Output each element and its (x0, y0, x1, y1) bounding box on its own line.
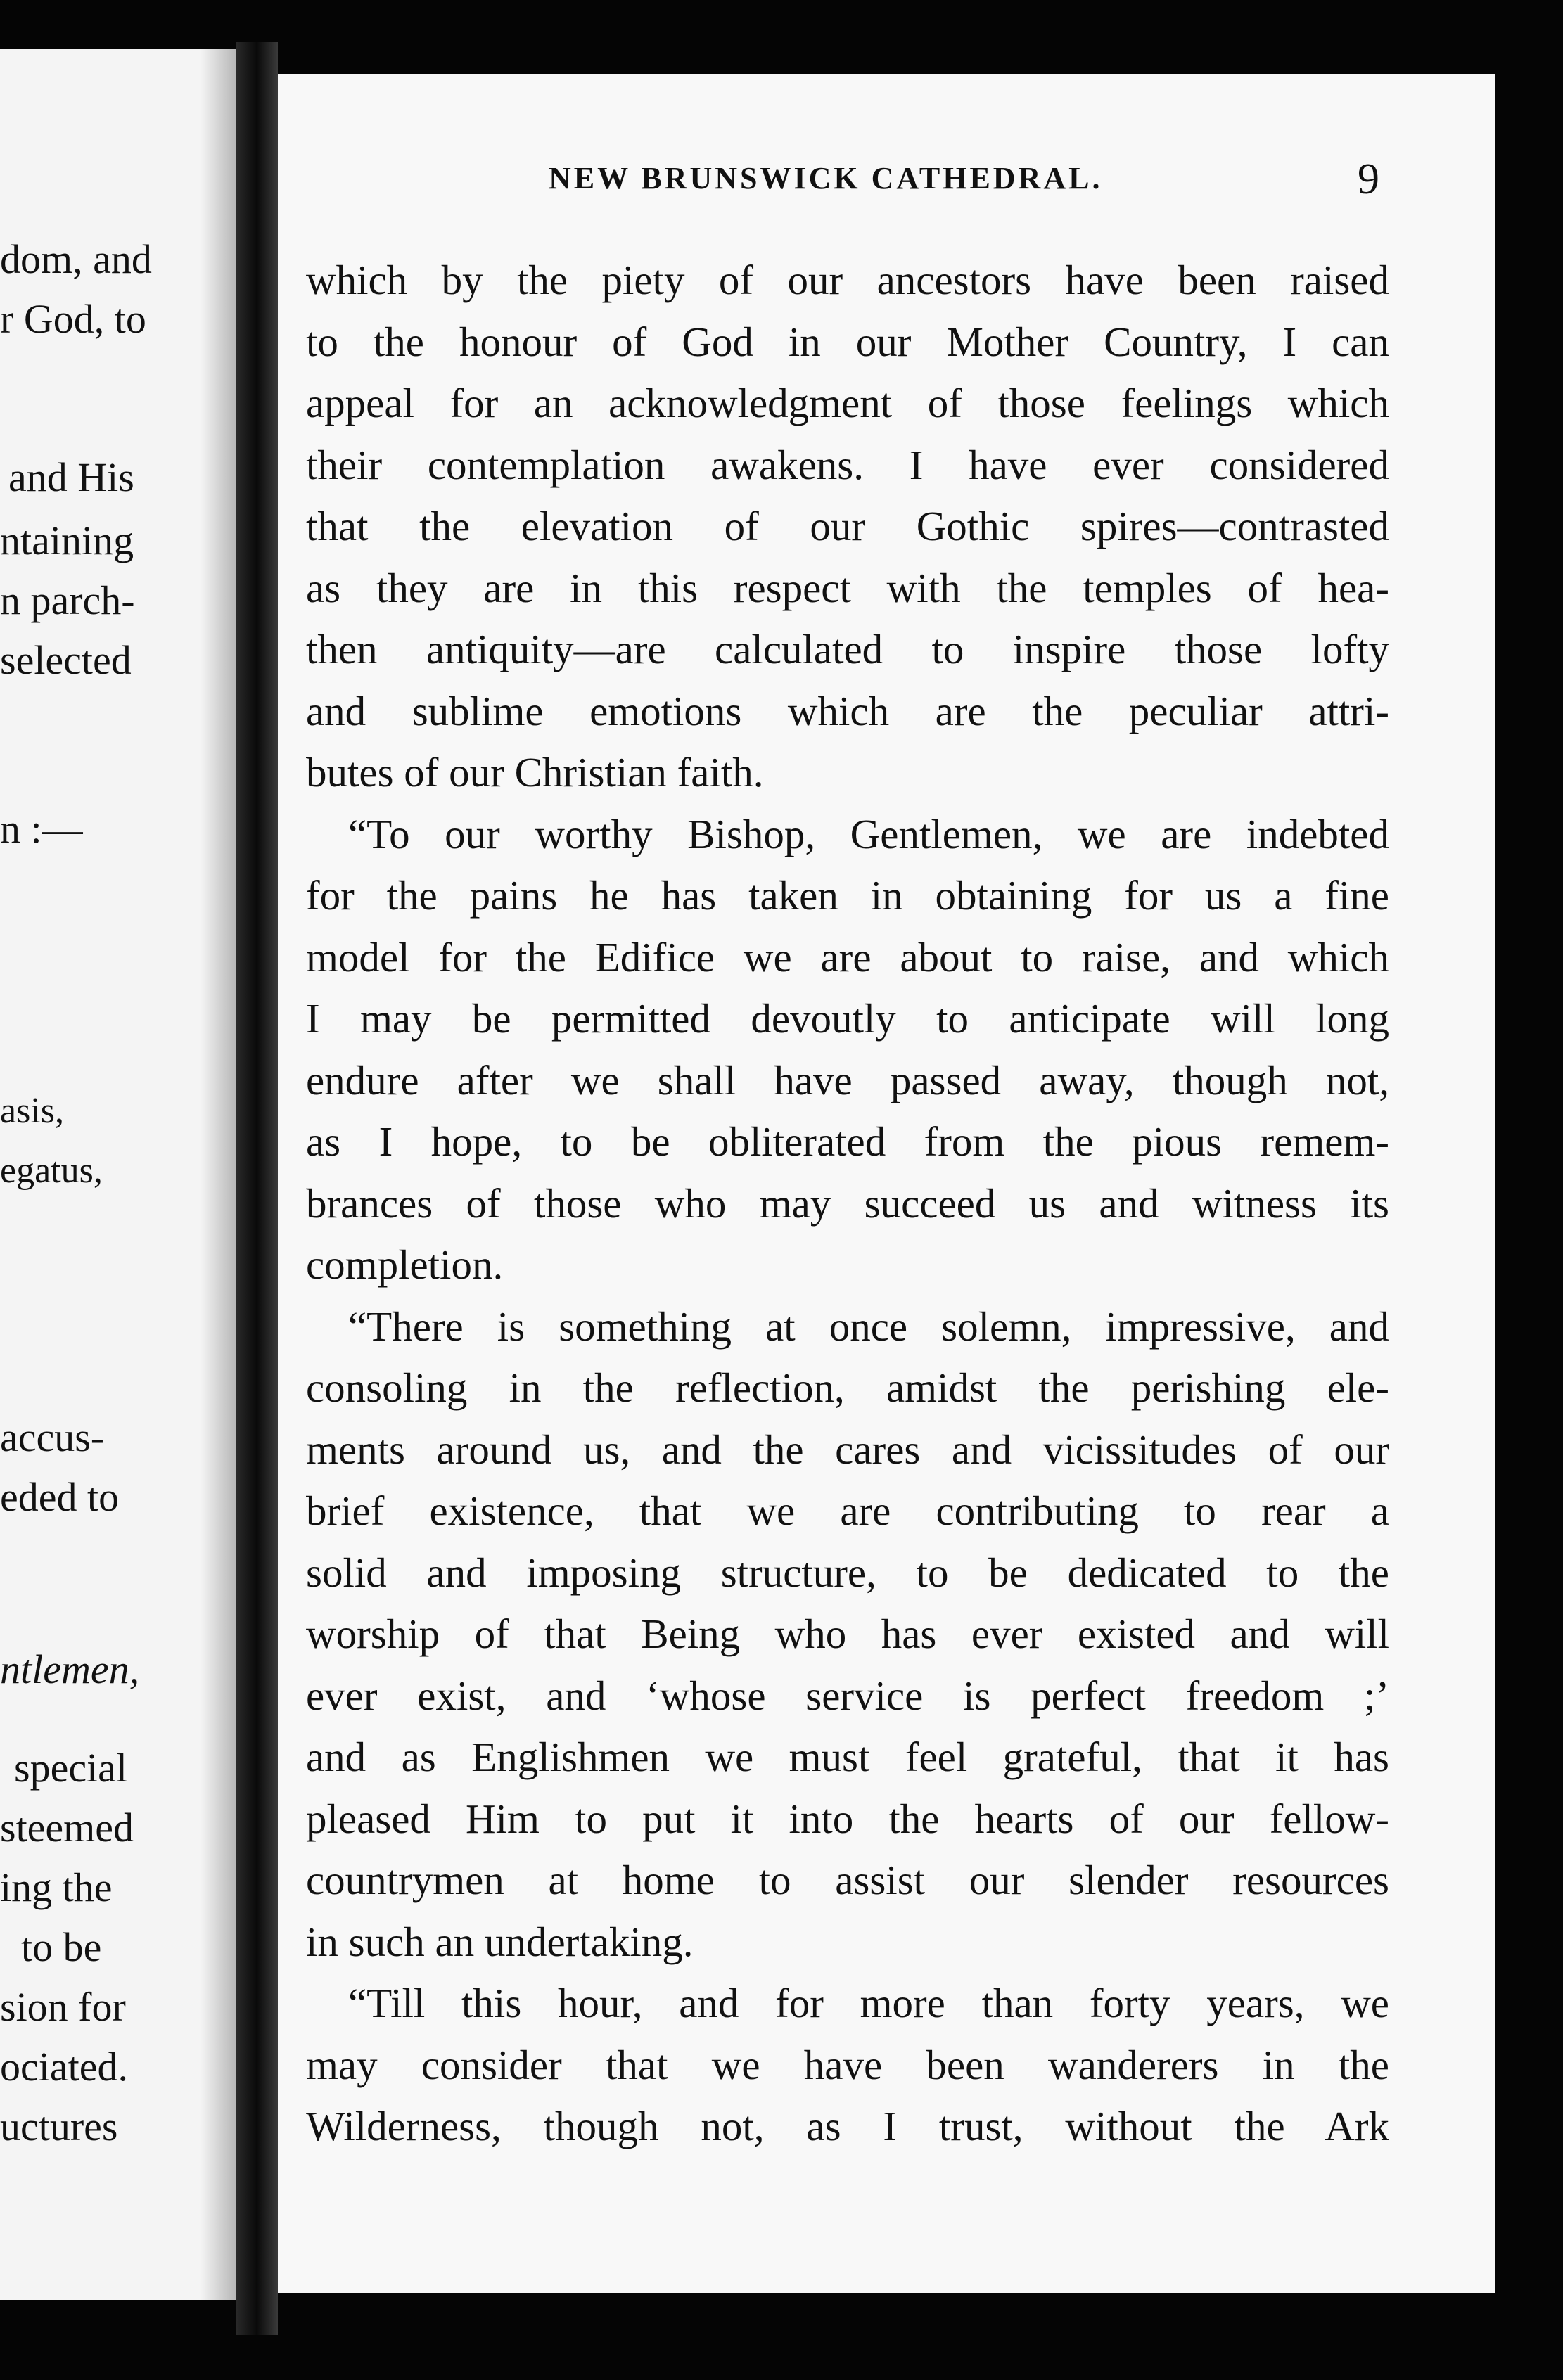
body-line: worship of that Being who has ever existed and will (306, 1611, 1389, 1657)
running-head: NEW BRUNSWICK CATHEDRAL. (549, 161, 1103, 196)
left-fragment: asis, (0, 1091, 64, 1131)
body-line: ever exist, and ‘whose service is perfect freedom ;’ (306, 1672, 1389, 1719)
body-line: may consider that we have been wanderers in the (306, 2041, 1389, 2088)
body-line: solid and imposing structure, to be dedicated to the (306, 1549, 1389, 1596)
left-fragment: accus- (0, 1414, 105, 1460)
body-line: brances of those who may succeed us and witness its (306, 1179, 1389, 1227)
body-line: in such an undertaking. (306, 1918, 694, 1965)
body-line: consoling in the reflection, amidst the perishing ele- (306, 1364, 1389, 1411)
page-body (306, 250, 1389, 2158)
body-line: and as Englishmen we must feel grateful, that it has (306, 1734, 1389, 1780)
page-curl-shadow (200, 49, 236, 2300)
body-line: then antiquity—are calculated to inspire those lofty (306, 626, 1389, 672)
left-fragment: eded to (0, 1474, 120, 1520)
body-line: and sublime emotions which are the peculiar attri- (306, 687, 1389, 734)
body-line: that the elevation of our Gothic spires—contrasted (306, 503, 1389, 549)
left-fragment: steemed (0, 1805, 134, 1850)
book-gutter (236, 42, 278, 2335)
body-line: “Till this hour, and for more than forty years, we (348, 1980, 1389, 2026)
body-line: “To our worthy Bishop, Gentlemen, we are indebted (348, 810, 1389, 857)
page-header (278, 155, 1495, 204)
left-fragment: uctures (0, 2104, 118, 2149)
body-line: ments around us, and the cares and vicissitudes of our (306, 1426, 1389, 1473)
body-line: Wilderness, though not, as I trust, without the Ark (306, 2103, 1389, 2149)
body-line: their contemplation awakens. I have ever considered (306, 441, 1389, 488)
body-line: which by the piety of our ancestors have been raised (306, 257, 1389, 303)
body-line: countrymen at home to assist our slender resources (306, 1857, 1389, 1903)
page-number: 9 (1358, 155, 1379, 203)
body-line: for the pains he has taken in obtaining for us a fine (306, 872, 1389, 919)
body-line: appeal for an acknowledgment of those feelings which (306, 380, 1389, 426)
left-fragment: sion for (0, 1984, 126, 2030)
body-line: as I hope, to be obliterated from the pious remem- (306, 1118, 1389, 1165)
left-fragment: ociated. (0, 2044, 128, 2090)
body-line: brief existence, that we are contributing to rear a (306, 1488, 1389, 1534)
left-fragment: r God, to (0, 296, 146, 342)
body-line: I may be permitted devoutly to anticipate will long (306, 995, 1389, 1042)
body-line: model for the Edifice we are about to raise, and which (306, 933, 1389, 980)
body-line: butes of our Christian faith. (306, 749, 764, 795)
left-fragment: egatus, (0, 1151, 103, 1191)
left-fragment: dom, and (0, 236, 152, 282)
body-line: to the honour of God in our Mother Country, I can (306, 318, 1389, 365)
left-fragment: ing the (0, 1864, 113, 1910)
facing-page-edge (0, 49, 236, 2300)
body-line: endure after we shall have passed away, though not, (306, 1056, 1389, 1103)
left-fragment: n parch- (0, 577, 135, 623)
left-fragment: selected (0, 637, 132, 683)
body-line: “There is something at once solemn, impressive, and (348, 1303, 1389, 1350)
left-fragment: special (14, 1745, 128, 1791)
left-fragment: and His (8, 454, 134, 500)
left-fragment: ntlemen, (0, 1646, 140, 1692)
book-page (278, 74, 1495, 2293)
left-fragment: n :— (0, 806, 83, 852)
left-fragment: ntaining (0, 518, 134, 563)
left-fragment: to be (21, 1924, 102, 1970)
body-line: as they are in this respect with the temples of hea- (306, 564, 1389, 611)
body-line: pleased Him to put it into the hearts of our fellow- (306, 1795, 1389, 1842)
body-line: completion. (306, 1241, 504, 1288)
